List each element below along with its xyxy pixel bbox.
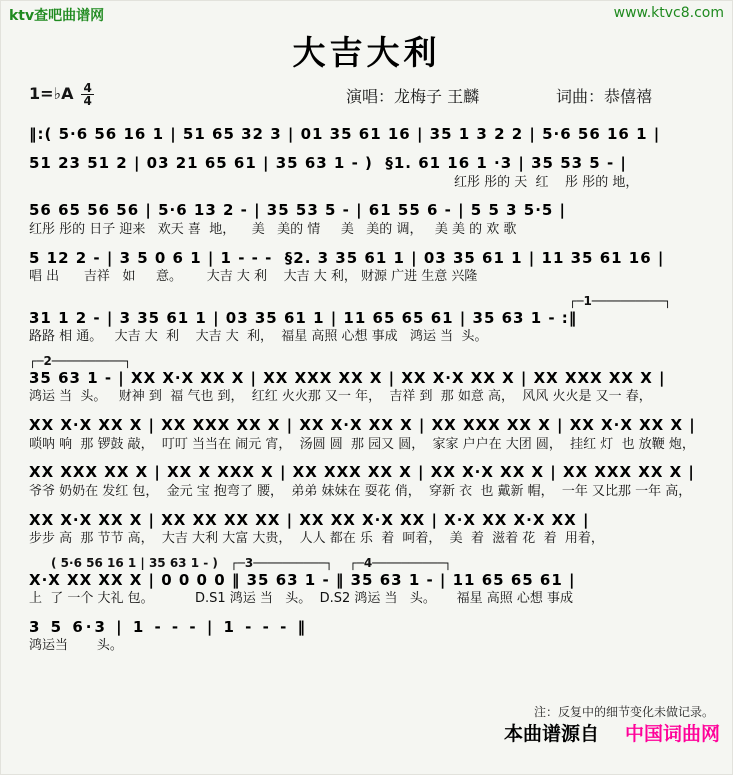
system-5-lyrics: 路路 相 通。 大吉 大 利 大吉 大 利， 福星 高照 心想 事成 鸿运 当 头。 <box>29 329 488 345</box>
repeat-variation-note: 注：反复中的细节变化未做记录。 <box>533 705 714 719</box>
system-2-notation: 51 23 51 2 | 03 21 65 61 | 35 63 1 - ) §1. 61 16 1 ·3 | 35 53 5 - | <box>29 154 627 173</box>
system-2-lyrics: 红彤 彤的 天 红 彤 彤的 地， <box>454 174 639 190</box>
time-signature-bottom: 4 <box>83 94 92 108</box>
system-10-lyrics: 上 了 一个 大礼 包。 D.S1 鸿运 当 头。 D.S2 鸿运 当 头。 福星 高照 心想 事成 <box>29 591 573 607</box>
system-5-notation: 31 1 2 - | 3 35 61 1 | 03 35 61 1 | 11 65 65 61 | 35 63 1 - :‖ <box>29 308 578 327</box>
footer-source-label: 本曲谱源自 <box>503 723 599 745</box>
system-7-notation: XX X·X XX X | XX XXX XX X | XX X·X XX X | XX XXX XX X | XX X·X XX X | <box>29 416 696 435</box>
composer-credit: 词曲：恭僖禧 <box>556 87 653 106</box>
system-6-notation: 35 63 1 - | XX X·X XX X | XX XXX XX X | XX X·X XX X | XX XXX XX X | <box>29 369 666 388</box>
score-system-1 <box>29 124 732 144</box>
score-system-11 <box>29 617 732 655</box>
system-1-notation: ‖:( 5·6 56 16 1 | 51 65 32 3 | 01 35 61 16 | 35 1 3 2 2 | 5·6 56 16 1 | <box>29 125 661 143</box>
score-system-9 <box>29 510 732 548</box>
song-title: 大吉大利 <box>292 33 441 72</box>
system-11-notation: 3 5 6·3 | 1 - - - | 1 - - - ‖ <box>29 618 309 637</box>
score-system-8 <box>29 462 732 500</box>
system-4-lyrics: 唱 出 吉祥 如 意。 大吉 大 利 大吉 大 利， 财源 广进 生意 兴隆 <box>29 268 478 284</box>
footer-credit <box>478 697 721 768</box>
system-4-notation: 5 12 2 - | 3 5 0 6 1 | 1 - - - §2. 3 35 61 1 | 03 35 61 1 | 11 35 61 16 | <box>29 248 665 267</box>
system-3-notation: 56 65 56 56 | 5·6 13 2 - | 35 53 5 - | 61 55 6 - | 5 5 3 5·5 | <box>29 201 567 220</box>
score-system-6 <box>29 355 732 406</box>
key-time-signature <box>29 82 94 107</box>
key-signature: 1=♭A <box>29 84 74 103</box>
system-9-lyrics: 步步 高 那 节节 高， 大吉 大利 大富 大贵， 人人 都在 乐 着 呵着， 美 着 滋着 花 着 用着， <box>29 530 604 546</box>
system-9-notation: XX X·X XX X | XX XX XX XX | XX XX X·X XX | X·X XX X·X XX | <box>29 510 590 529</box>
top-bar <box>1 5 732 27</box>
score-system-7 <box>29 415 732 453</box>
score-system-4 <box>29 248 732 286</box>
system-6-volta-2-bracket: ┌─2──────────┐ <box>29 354 132 368</box>
score-system-2 <box>29 153 732 191</box>
site-url-link[interactable]: www.ktvc8.com <box>613 5 724 21</box>
system-7-lyrics: 唢呐 响 那 锣鼓 敲， 叮叮 当当在 闹元 宵， 汤圆 圆 那 园又 圆， 家家 户户在 大团 圆， 挂红 灯 也 放鞭 炮， <box>29 436 695 452</box>
score <box>29 124 732 655</box>
performer-credit: 演唱：龙梅子 王麟 <box>346 87 480 106</box>
score-system-5 <box>29 295 732 346</box>
score-system-10 <box>29 557 732 608</box>
system-10-notation: X·X XX XX X | 0 0 0 0 ‖ 35 63 1 - ‖ 35 63 1 - | 11 65 65 61 | <box>29 570 576 589</box>
system-8-notation: XX XXX XX X | XX X XXX X | XX XXX XX X | XX X·X XX X | XX XXX XX X | <box>29 463 695 482</box>
system-3-lyrics: 红彤 彤的 日子 迎来 欢天 喜 地， 美 美的 情 美 美的 调， 美 美 的 欢 歌 <box>29 221 517 237</box>
time-signature-top: 4 <box>83 81 92 95</box>
system-8-lyrics: 爷爷 奶奶在 发红 包， 金元 宝 抱弯了 腰， 弟弟 妹妹在 耍花 俏， 穿新 衣 也 戴新 帽， 一年 又比那 一年 高， <box>29 483 692 499</box>
song-meta <box>1 80 732 114</box>
footer-brand-link[interactable]: 中国词曲网 <box>624 723 720 745</box>
system-6-lyrics: 鸿运 当 头。 财神 到 福 气也 到， 红红 火火那 又一 年， 吉祥 到 那 如意 高， 风风 火火是 又一 春， <box>29 389 652 405</box>
time-signature <box>81 82 93 107</box>
system-10-pickup-and-volta-brackets: ( 5·6 56 16 1 | 35 63 1 - ) ┌─3──────────┐ ┌─4──────────┐ <box>51 555 452 570</box>
score-system-3 <box>29 200 732 238</box>
site-name-link[interactable]: ktv查吧曲谱网 <box>9 8 105 24</box>
system-11-lyrics: 鸿运当 头。 <box>29 638 123 654</box>
system-5-volta-1-bracket: ┌─1──────────┐ <box>569 293 672 308</box>
